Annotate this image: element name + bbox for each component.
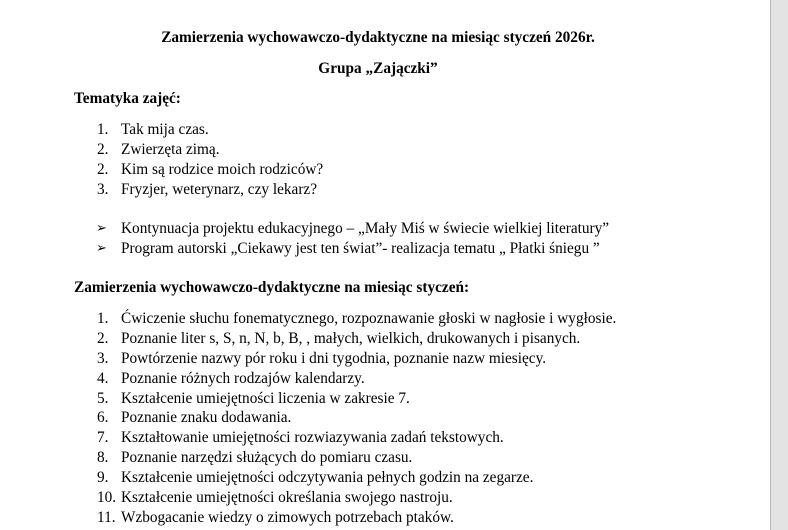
list-item-number: 1. bbox=[97, 121, 109, 138]
list-item-text: Kontynuacja projektu edukacyjnego – „Mały Miś w świecie wielkiej literatury” bbox=[121, 220, 610, 237]
list-item-number: 10. bbox=[97, 489, 117, 507]
list-item-number: 4. bbox=[97, 369, 109, 387]
list-item-number: 3. bbox=[97, 180, 109, 198]
document-title: Zamierzenia wychowawczo-dydaktyczne na miesiąc styczeń 2026r. bbox=[161, 29, 595, 46]
list-item-text: Ćwiczenie słuchu fonematycznego, rozpoznawanie głoski w nagłosie i wygłosie. bbox=[121, 310, 617, 327]
list-item-text: Program autorski „Ciekawy jest ten świat”- realizacja tematu „ Płatki śniegu ” bbox=[121, 239, 600, 257]
list-item-text: Poznanie różnych rodzajów kalendarzy. bbox=[121, 369, 365, 387]
arrow-bullet-icon: ➢ bbox=[96, 221, 107, 236]
list-item-text: Powtórzenie nazwy pór roku i dni tygodnia, poznanie nazw miesięcy. bbox=[121, 349, 547, 367]
list-item-number: 8. bbox=[97, 449, 109, 467]
list-item-text: Kim są rodzice moich rodziców? bbox=[121, 160, 324, 178]
goals-heading: Zamierzenia wychowawczo-dydaktyczne na miesiąc styczeń: bbox=[74, 279, 470, 296]
list-item-number: 2. bbox=[97, 160, 109, 178]
list-item-text: Poznanie narzędzi służących do pomiaru czasu. bbox=[121, 449, 413, 467]
list-item-number: 2. bbox=[97, 329, 109, 347]
list-item-number: 5. bbox=[97, 389, 109, 407]
list-item-text: Kształcenie umiejętności określania swojego nastroju. bbox=[121, 489, 453, 507]
list-item-text: Kształcenie umiejętności odczytywania pełnych godzin na zegarze. bbox=[121, 469, 534, 487]
list-item-text: Wzbogacanie wiedzy o zimowych potrzebach ptaków. bbox=[121, 508, 454, 526]
list-item-number: 1. bbox=[97, 310, 109, 327]
list-item-number: 2. bbox=[97, 140, 109, 158]
list-item-number: 3. bbox=[97, 349, 109, 367]
list-item-number: 9. bbox=[97, 469, 109, 487]
page-background-gutter bbox=[771, 0, 788, 530]
group-name: Grupa „Zajączki” bbox=[318, 60, 438, 77]
arrow-bullet-icon: ➢ bbox=[96, 240, 107, 256]
list-item-text: Zwierzęta zimą. bbox=[121, 140, 220, 158]
list-item-number: 6. bbox=[97, 409, 109, 427]
list-item-text: Tak mija czas. bbox=[121, 121, 209, 138]
list-item-text: Poznanie liter s, S, n, N, b, B, , małych, wielkich, drukowanych i pisanych. bbox=[121, 329, 581, 347]
list-item-text: Kształtowanie umiejętności rozwiazywania zadań tekstowych. bbox=[121, 429, 504, 447]
list-item-text: Fryzjer, weterynarz, czy lekarz? bbox=[121, 180, 317, 198]
list-item-text: Poznanie znaku dodawania. bbox=[121, 409, 292, 427]
list-item-text: Kształcenie umiejętności liczenia w zakresie 7. bbox=[121, 389, 410, 407]
list-item-number: 11. bbox=[97, 508, 116, 526]
list-item-number: 7. bbox=[97, 429, 109, 447]
topics-heading: Tematyka zajęć: bbox=[74, 90, 181, 107]
